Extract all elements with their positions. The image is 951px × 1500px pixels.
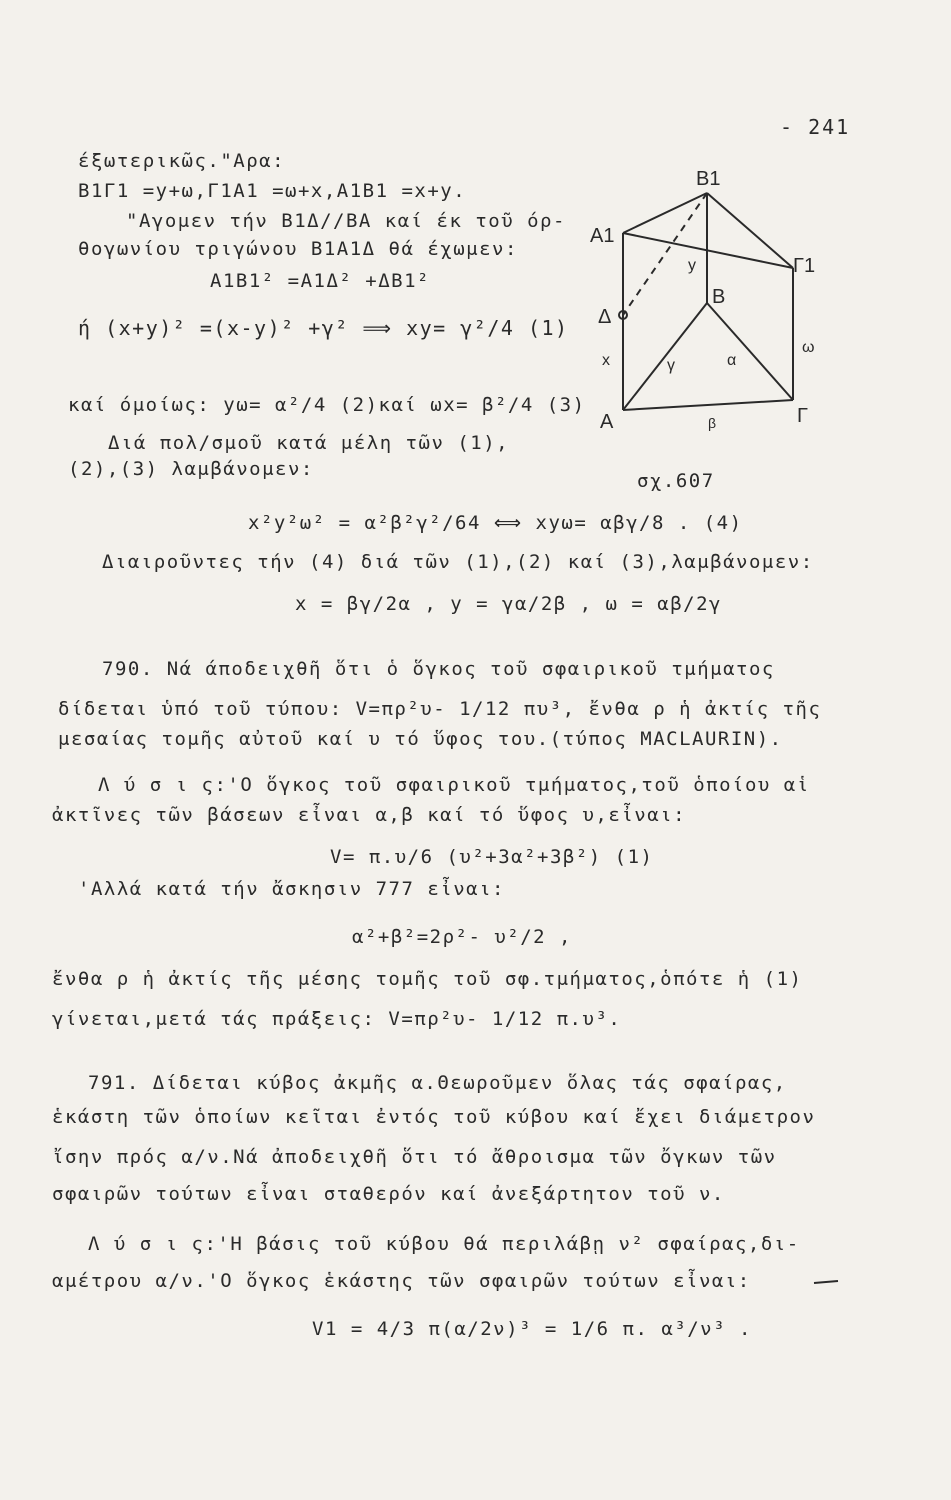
- label-b: B: [712, 286, 726, 308]
- formula-line: V1 = 4/3 π(α/2ν)³ = 1/6 π. α³/ν³ .: [312, 1318, 752, 1340]
- text-line: ἔνθα ρ ἡ ἀκτίς τῆς μέσης τομῆς τοῦ σφ.τμήματος,ὁπότε ἡ (1): [52, 968, 803, 990]
- formula-line: καί όμοίως: yω= α²/4 (2)καί ωx= β²/4 (3): [68, 394, 586, 416]
- problem-791-line: 791. Δίδεται κύβος ἀκμῆς α.Θεωροῦμεν ὅλας τάς σφαίρας,: [88, 1072, 787, 1094]
- figure-caption: σχ.607: [637, 470, 715, 492]
- label-x: x: [602, 352, 610, 369]
- edge-a1-b1: [623, 193, 707, 233]
- label-alpha: α: [727, 352, 737, 369]
- solution-line: Λ ύ σ ι ς:'Η βάσις τοῦ κύβου θά περιλάβῃ ν² σφαίρας,δι-: [88, 1233, 800, 1255]
- text-line: ἴσην πρός α/ν.Νά ἀποδειχθῆ ὅτι τό ἄθροισμα τῶν ὄγκων τῶν: [52, 1146, 777, 1168]
- label-a: A: [600, 411, 614, 433]
- label-a1: A1: [590, 225, 615, 247]
- dashed-b1-delta: [623, 193, 707, 315]
- edge-b-a: [623, 303, 707, 410]
- text-line: ἑκάστη τῶν ὁποίων κεῖται ἐντός τοῦ κύβου καί ἔχει διάμετρον: [52, 1106, 816, 1128]
- solution-line: Λ ύ σ ι ς:'Ο ὅγκος τοῦ σφαιρικοῦ τμήματος,τοῦ ὁποίου αἱ: [98, 774, 810, 796]
- edge-a-g: [623, 400, 793, 410]
- text-line: ἀκτῖνες τῶν βάσεων εἶναι α,β καί τό ὕφος υ,εἶναι:: [52, 804, 687, 826]
- label-y: y: [688, 257, 696, 274]
- label-b1: B1: [696, 168, 721, 190]
- prism-figure: [580, 160, 860, 500]
- label-g: Γ: [797, 405, 809, 427]
- text-line: 'Αλλά κατά τήν ἄσκησιν 777 εἶναι:: [78, 878, 505, 900]
- text-line: (2),(3) λαμβάνομεν:: [68, 458, 314, 480]
- label-delta: Δ: [598, 306, 612, 328]
- label-beta: β: [708, 415, 717, 431]
- text-line: B1Γ1 =y+ω,Γ1Α1 =ω+x,Α1Β1 =x+y.: [78, 180, 467, 202]
- text-line: δίδεται ὑπό τοῦ τύπου: V=πρ²υ- 1/12 πυ³, ἔνθα ρ ἡ ἀκτίς τῆς: [58, 698, 822, 720]
- text-line: αμέτρου α/ν.'Ο ὅγκος ἑκάστης τῶν σφαιρῶν τούτων εἶναι:: [52, 1270, 751, 1292]
- label-omega: ω: [802, 339, 815, 356]
- text-line: "Αγομεν τήν Β1Δ//ΒΑ καί έκ τοῦ όρ-: [126, 210, 566, 232]
- label-g1: Γ1: [793, 255, 816, 277]
- formula-line: α²+β²=2ρ²- υ²/2 ,: [352, 926, 572, 948]
- edge-b1-g1: [707, 193, 793, 268]
- label-gamma: γ: [667, 357, 675, 374]
- text-line: γίνεται,μετά τάς πράξεις: V=πρ²υ- 1/12 π.υ³.: [52, 1008, 622, 1030]
- formula-line: x = βγ/2α , y = γα/2β , ω = αβ/2γ: [295, 593, 722, 615]
- margin-dash: [812, 1278, 842, 1288]
- text-line: θογωνίου τριγώνου Β1Α1Δ θά έχωμεν:: [78, 238, 518, 260]
- formula-line: V= π.υ/6 (υ²+3α²+3β²) (1): [330, 846, 654, 868]
- text-line: σφαιρῶν τούτων εἶναι σταθερόν καί ἀνεξάρτητον τοῦ ν.: [52, 1183, 725, 1205]
- text-line: Διά πολ/σμοῦ κατά μέλη τῶν (1),: [108, 432, 510, 454]
- formula-line: x²y²ω² = α²β²γ²/64 ⟺ xyω= αβγ/8 . (4): [248, 512, 743, 534]
- edge-b-g: [707, 303, 793, 400]
- problem-790-line: 790. Νά άποδειχθῆ ὅτι ὁ ὅγκος τοῦ σφαιρικοῦ τμήματος: [102, 658, 775, 680]
- page-number: - 241: [780, 115, 851, 139]
- text-line: έξωτερικῶς."Αρα:: [78, 150, 286, 172]
- formula-line: Α1Β1² =Α1Δ² +ΔΒ1²: [210, 270, 430, 292]
- formula-line: ή (x+y)² =(x-y)² +γ² ⟹ xy= γ²/4 (1): [78, 316, 569, 340]
- text-line: Διαιροῦντες τήν (4) διά τῶν (1),(2) καί (3),λαμβάνομεν:: [102, 551, 814, 573]
- text-line: μεσαίας τομῆς αὐτοῦ καί υ τό ὕφος του.(τύπος MACLAURIN).: [58, 728, 783, 750]
